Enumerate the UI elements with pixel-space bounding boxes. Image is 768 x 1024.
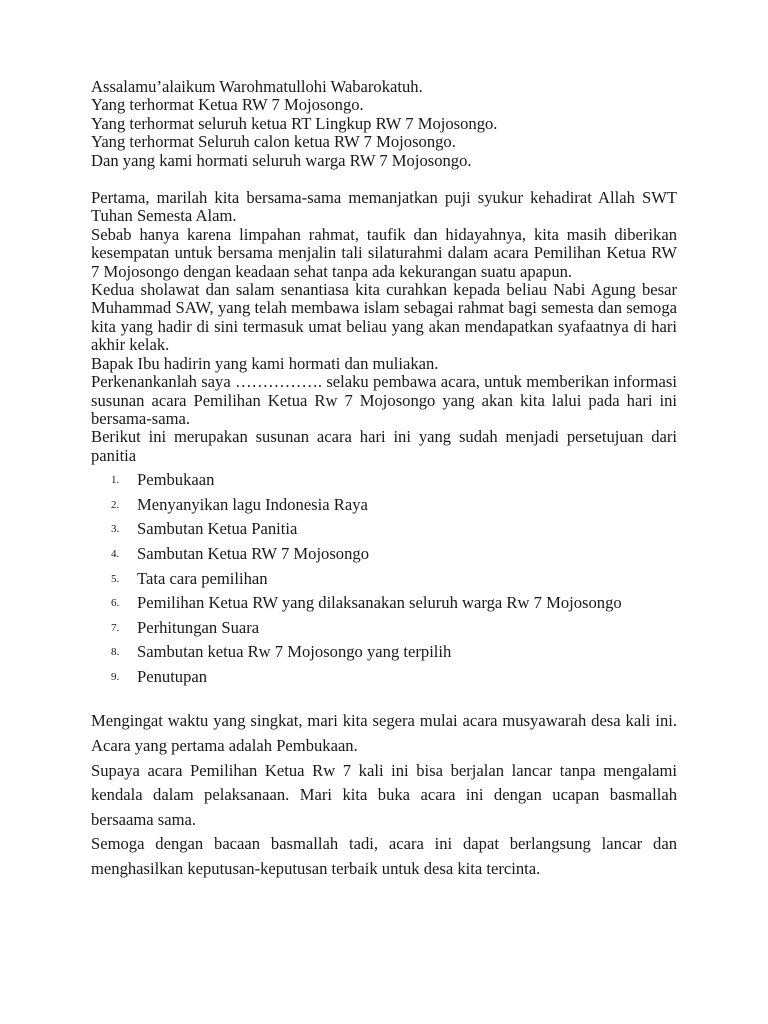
paragraph: Pertama, marilah kita bersama-sama memanjatkan puji syukur kehadirat Allah SWT Tuhan Semesta Alam. <box>91 188 677 226</box>
list-item-text: Penutupan <box>137 666 208 686</box>
list-item <box>91 468 677 493</box>
paragraph: Sebab hanya karena limpahan rahmat, taufik dan hidayahnya, kita masih diberikan kesempatan untuk bersama menjalin tali silaturahmi dalam acara Pemilihan Ketua RW 7 Mojosongo dengan keadaan sehat tanpa ada kekurangan suatu apapun. <box>91 224 677 281</box>
paragraph: Kedua sholawat dan salam senantiasa kita curahkan kepada beliau Nabi Agung besar Muhammad SAW, yang telah membawa islam sebagai rahmat bagi semesta dan semoga kita yang hadir di sini termasuk umat beliau yang akan mendapatkan syafaatnya di hari akhir kelak. <box>91 280 677 355</box>
list-item <box>91 640 677 665</box>
list-item-text: Tata cara pemilihan <box>137 568 268 588</box>
spacer <box>91 689 677 709</box>
list-number: 4. <box>111 547 120 560</box>
list-item <box>91 517 677 542</box>
list-number: 8. <box>111 646 120 659</box>
list-number: 2. <box>111 498 120 511</box>
list-item-text: Sambutan ketua Rw 7 Mojosongo yang terpilih <box>137 642 452 662</box>
list-item <box>91 542 677 567</box>
paragraph: Berikut ini merupakan susunan acara hari ini yang sudah menjadi persetujuan dari panitia <box>91 427 677 465</box>
spacer <box>91 170 677 189</box>
opening-paragraphs <box>91 189 677 465</box>
paragraph: Mengingat waktu yang singkat, mari kita segera mulai acara musyawarah desa kali ini. Acara yang pertama adalah Pembukaan. <box>91 711 677 756</box>
list-number: 7. <box>111 621 120 634</box>
list-item <box>91 616 677 641</box>
paragraph: Supaya acara Pemilihan Ketua Rw 7 kali ini bisa berjalan lancar tanpa mengalami kendala dalam pelaksanaan. Mari kita buka acara ini dengan ucapan basmallah bersaama sama. <box>91 760 677 829</box>
list-item-text: Pemilihan Ketua RW yang dilaksanakan seluruh warga Rw 7 Mojosongo <box>137 593 622 613</box>
list-item-text: Pembukaan <box>137 470 215 490</box>
greeting-block <box>91 78 677 170</box>
greeting-line: Yang terhormat seluruh ketua RT Lingkup RW 7 Mojosongo. <box>91 113 498 133</box>
list-item-text: Perhitungan Suara <box>137 617 260 637</box>
list-item <box>91 493 677 518</box>
paragraph: Perkenankanlah saya ……………. selaku pembawa acara, untuk memberikan informasi susunan acara Pemilihan Ketua Rw 7 Mojosongo yang akan kita lalui pada hari ini bersama-sama. <box>91 372 677 428</box>
list-item <box>91 567 677 592</box>
paragraph: Semoga dengan bacaan basmallah tadi, acara ini dapat berlangsung lancar dan menghasilkan keputusan-keputusan terbaik untuk desa kita tercinta. <box>91 834 677 879</box>
list-number: 3. <box>111 523 120 536</box>
greeting-line: Assalamu’alaikum Warohmatullohi Wabarokatuh. <box>91 77 423 96</box>
greeting-line: Dan yang kami hormati seluruh warga RW 7 Mojosongo. <box>91 150 472 170</box>
agenda-list <box>91 468 677 689</box>
list-number: 6. <box>111 597 120 610</box>
list-number: 1. <box>111 474 120 487</box>
list-number: 5. <box>111 572 120 585</box>
closing-paragraphs <box>91 709 677 881</box>
list-item-text: Menyanyikan lagu Indonesia Raya <box>137 494 368 514</box>
list-item <box>91 591 677 616</box>
list-item <box>91 665 677 690</box>
list-number: 9. <box>111 670 120 683</box>
paragraph: Bapak Ibu hadirin yang kami hormati dan muliakan. <box>91 353 439 373</box>
list-item-text: Sambutan Ketua RW 7 Mojosongo <box>137 543 369 563</box>
list-item-text: Sambutan Ketua Panitia <box>137 519 298 539</box>
greeting-line: Yang terhormat Seluruh calon ketua RW 7 Mojosongo. <box>91 132 456 152</box>
greeting-line: Yang terhormat Ketua RW 7 Mojosongo. <box>91 95 364 115</box>
document-page <box>91 78 677 882</box>
